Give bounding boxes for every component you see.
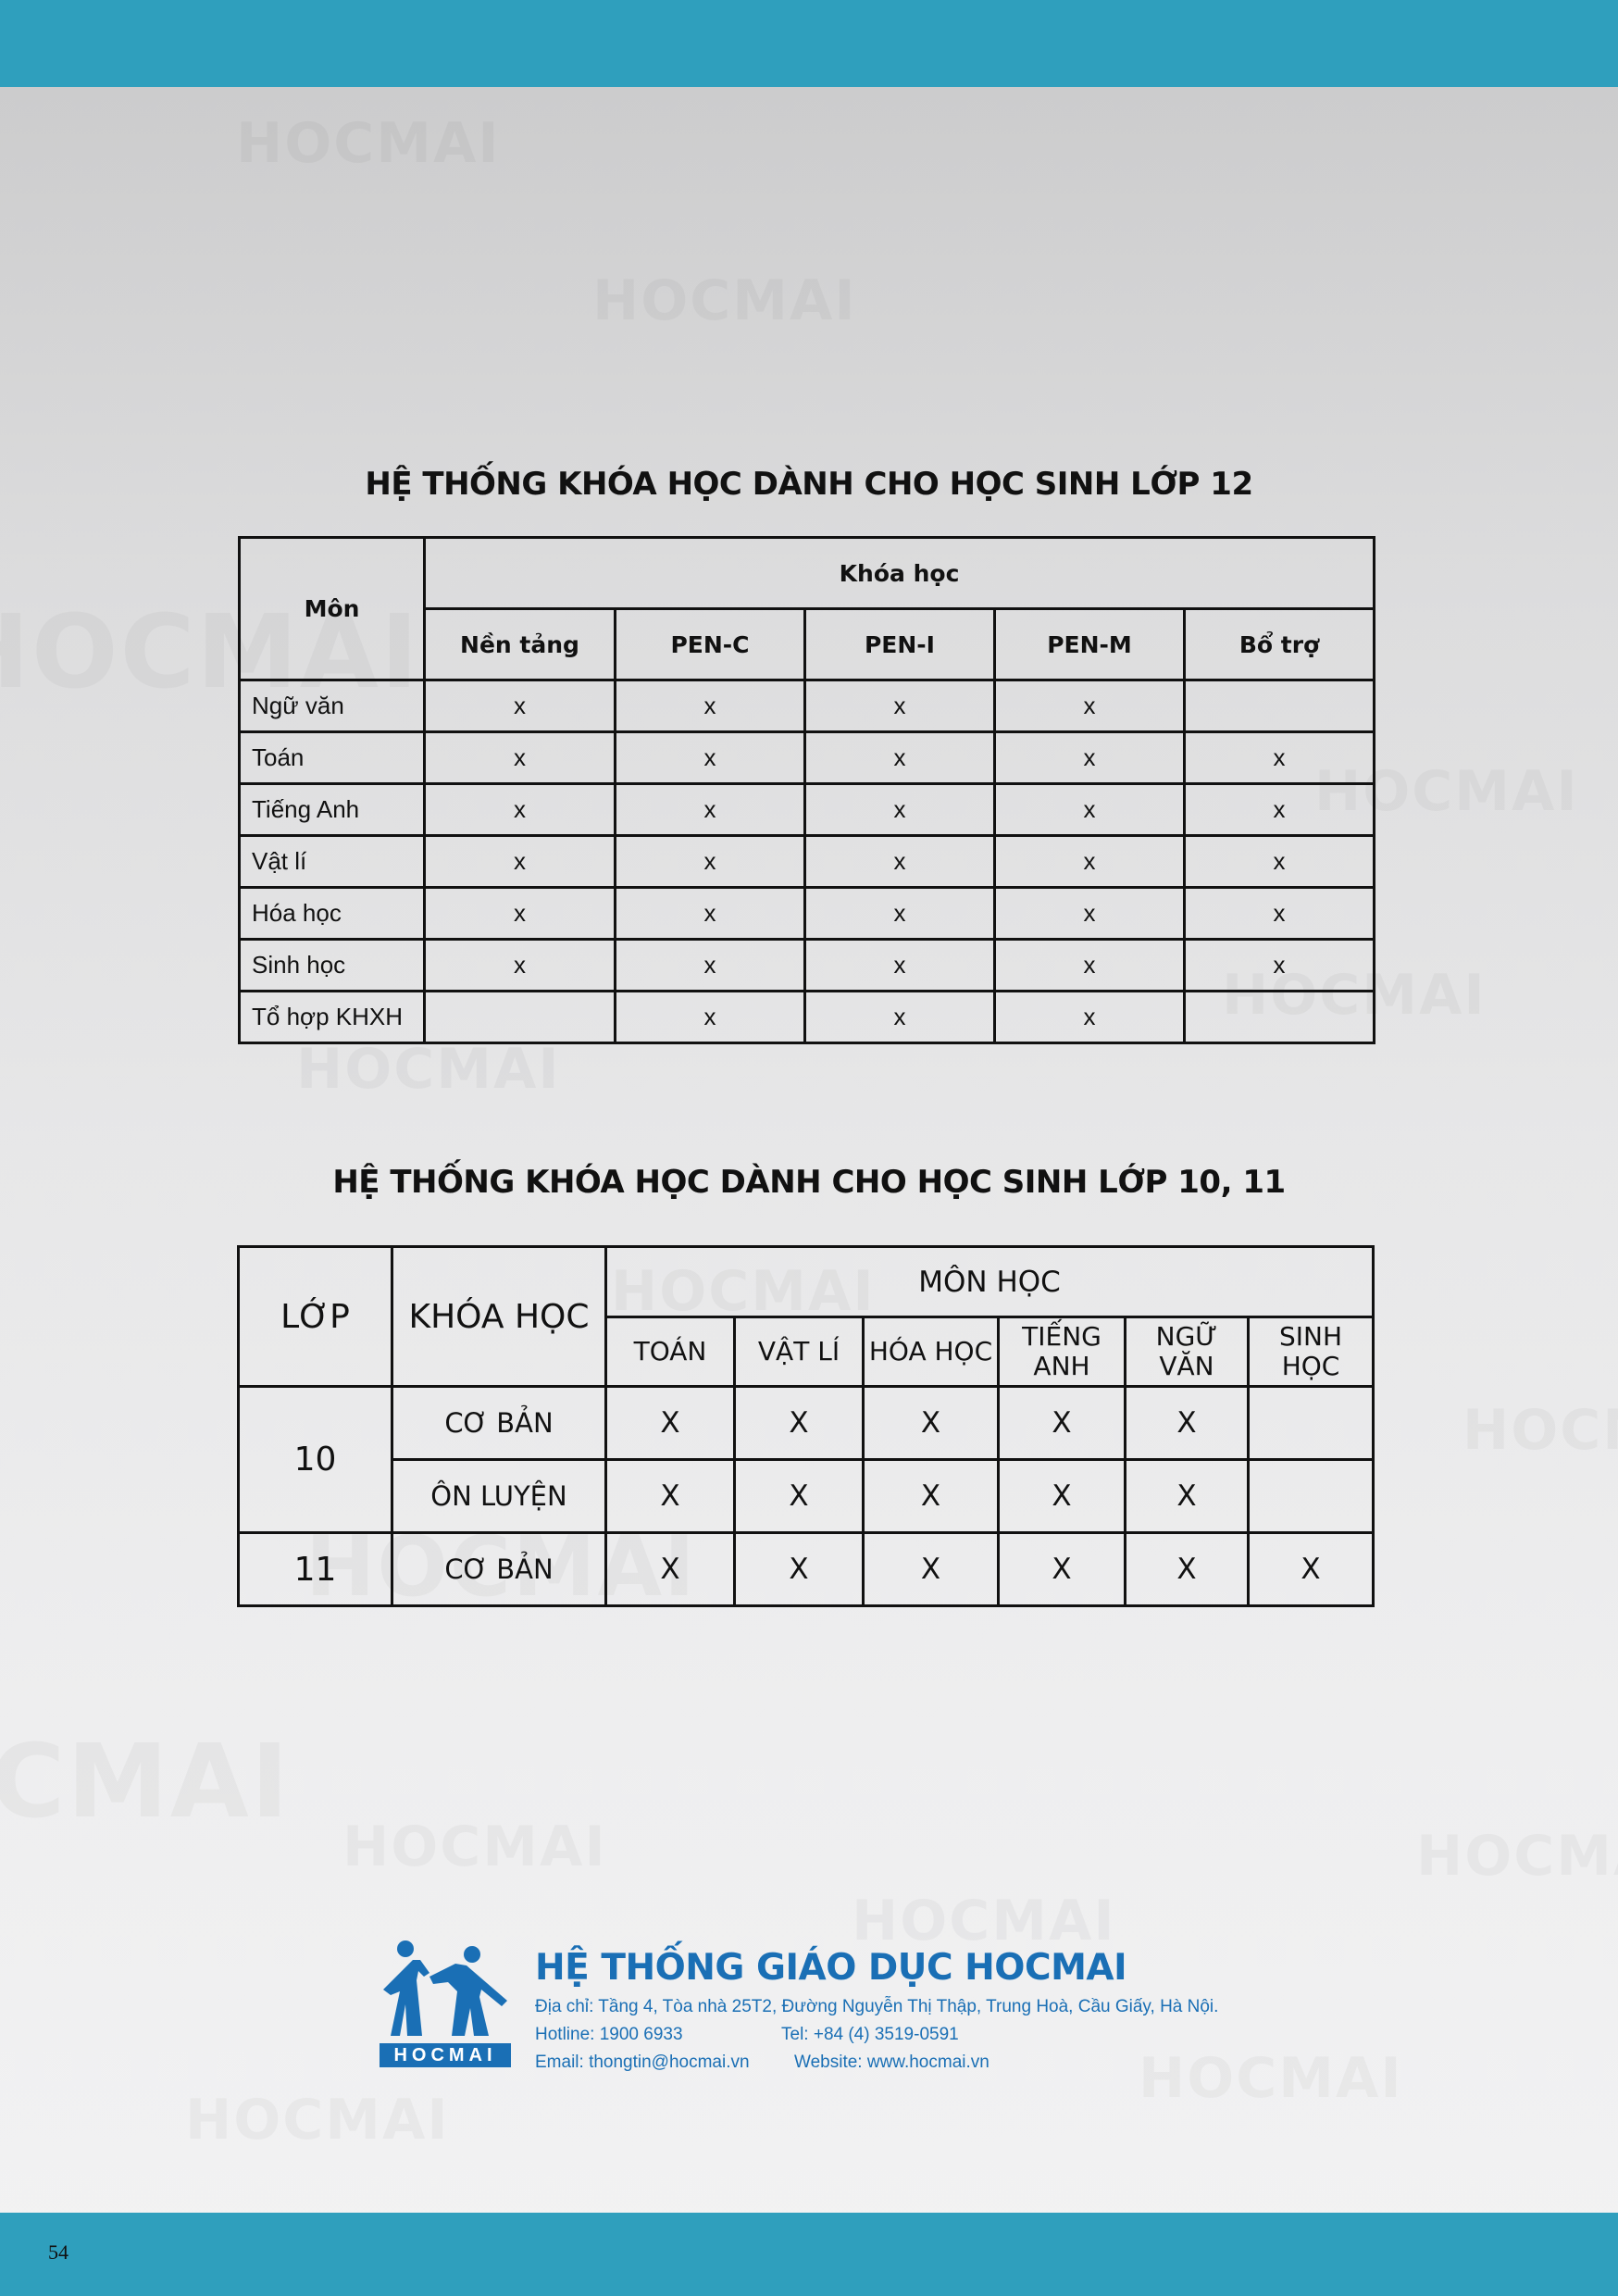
mark-cell: X xyxy=(1126,1460,1249,1533)
page-number: 54 xyxy=(48,2240,68,2264)
column-header: VẬT LÍ xyxy=(735,1317,864,1387)
table-row xyxy=(240,992,1375,1043)
mark-cell: X xyxy=(999,1387,1126,1460)
logo-figures-icon xyxy=(380,1940,513,2043)
mark-cell: X xyxy=(735,1387,864,1460)
column-header: PEN-M xyxy=(995,609,1185,680)
mark-cell: x xyxy=(425,940,616,992)
mark-cell: x xyxy=(995,940,1185,992)
mark-cell: x xyxy=(805,784,995,836)
subject-cell: Ngữ văn xyxy=(240,680,425,732)
watermark xyxy=(0,1722,291,1841)
table-row xyxy=(240,732,1375,784)
column-header: TOÁN xyxy=(606,1317,735,1387)
subject-header: Môn xyxy=(240,538,425,680)
grade12-course-table xyxy=(238,536,1375,1044)
mark-cell: x xyxy=(1185,940,1375,992)
table1011-title: HỆ THỐNG KHÓA HỌC DÀNH CHO HỌC SINH LỚP 10, 11 xyxy=(332,1164,1286,1201)
mark-cell: x xyxy=(805,836,995,888)
column-header: TIẾNG ANH xyxy=(999,1317,1126,1387)
subject-cell: Sinh học xyxy=(240,940,425,992)
column-header: HÓA HỌC xyxy=(864,1317,999,1387)
table-row xyxy=(240,888,1375,940)
mark-cell: X xyxy=(735,1460,864,1533)
mark-cell: x xyxy=(995,888,1185,940)
mark-cell: x xyxy=(805,888,995,940)
mark-cell: x xyxy=(1185,836,1375,888)
course-header: KHÓA HỌC xyxy=(392,1247,606,1387)
table-row xyxy=(239,1533,1374,1606)
subject-cell: Tổ hợp KHXH xyxy=(240,992,425,1043)
table-row xyxy=(239,1460,1374,1533)
mark-cell: x xyxy=(616,732,805,784)
mark-cell: x xyxy=(1185,732,1375,784)
bottom-band xyxy=(0,2213,1618,2296)
table-row xyxy=(240,680,1375,732)
mark-cell: X xyxy=(1126,1387,1249,1460)
mark-cell: x xyxy=(616,940,805,992)
mark-cell: X xyxy=(864,1460,999,1533)
mark-cell: X xyxy=(735,1533,864,1606)
org-name: HỆ THỐNG GIÁO DỤC HOCMAI xyxy=(535,1947,1127,1989)
hotline: Hotline: 1900 6933 xyxy=(535,2025,683,2044)
mark-cell: X xyxy=(1126,1533,1249,1606)
grade-cell: 10 xyxy=(239,1387,392,1533)
mark-cell: x xyxy=(995,784,1185,836)
mark-cell xyxy=(1249,1460,1374,1533)
column-header: Bổ trợ xyxy=(1185,609,1375,680)
watermark xyxy=(1462,1398,1618,1463)
watermark xyxy=(342,1815,607,1879)
table-row xyxy=(240,940,1375,992)
footer xyxy=(380,1940,1305,2088)
mark-cell: X xyxy=(1249,1533,1374,1606)
subject-cell: Tiếng Anh xyxy=(240,784,425,836)
table-row xyxy=(240,836,1375,888)
mark-cell: x xyxy=(616,784,805,836)
mark-cell xyxy=(425,992,616,1043)
column-header: PEN-C xyxy=(616,609,805,680)
website[interactable]: Website: www.hocmai.vn xyxy=(794,2053,989,2072)
watermark xyxy=(236,111,501,176)
column-header: Nền tảng xyxy=(425,609,616,680)
mark-cell: x xyxy=(995,732,1185,784)
mark-cell xyxy=(1249,1387,1374,1460)
mark-cell: X xyxy=(864,1533,999,1606)
watermark xyxy=(185,2088,450,2152)
telephone: Tel: +84 (4) 3519-0591 xyxy=(781,2025,959,2044)
mark-cell: x xyxy=(425,732,616,784)
mark-cell: x xyxy=(425,680,616,732)
mark-cell: X xyxy=(606,1533,735,1606)
mark-cell xyxy=(1185,680,1375,732)
mark-cell: x xyxy=(805,680,995,732)
mark-cell: x xyxy=(805,992,995,1043)
grade10-11-course-table xyxy=(237,1245,1375,1607)
table-row xyxy=(239,1387,1374,1460)
watermark xyxy=(592,268,857,333)
mark-cell: x xyxy=(1185,888,1375,940)
subject-cell: Vật lí xyxy=(240,836,425,888)
course-cell: CƠ BẢN xyxy=(392,1533,606,1606)
mark-cell: x xyxy=(805,940,995,992)
column-header: NGỮ VĂN xyxy=(1126,1317,1249,1387)
mark-cell: X xyxy=(999,1460,1126,1533)
table-row xyxy=(240,784,1375,836)
subject-cell: Toán xyxy=(240,732,425,784)
course-cell: CƠ BẢN xyxy=(392,1387,606,1460)
mark-cell: x xyxy=(425,888,616,940)
subjects-header: MÔN HỌC xyxy=(606,1247,1374,1317)
top-band xyxy=(0,0,1618,87)
mark-cell: x xyxy=(616,836,805,888)
mark-cell: x xyxy=(616,888,805,940)
column-header: PEN-I xyxy=(805,609,995,680)
subject-cell: Hóa học xyxy=(240,888,425,940)
mark-cell: x xyxy=(616,680,805,732)
grade-header: LỚP xyxy=(239,1247,392,1387)
mark-cell: x xyxy=(425,836,616,888)
table12-title: HỆ THỐNG KHÓA HỌC DÀNH CHO HỌC SINH LỚP 12 xyxy=(365,466,1253,503)
address: Địa chỉ: Tầng 4, Tòa nhà 25T2, Đường Nguyễn Thị Thập, Trung Hoà, Cầu Giấy, Hà Nội. xyxy=(535,1997,1219,2016)
mark-cell: X xyxy=(606,1387,735,1460)
mark-cell: x xyxy=(995,680,1185,732)
mark-cell: X xyxy=(864,1387,999,1460)
mark-cell: x xyxy=(995,992,1185,1043)
mark-cell: x xyxy=(995,836,1185,888)
hocmai-logo xyxy=(380,1940,513,2073)
mark-cell: x xyxy=(805,732,995,784)
mark-cell: x xyxy=(1185,784,1375,836)
column-header: SINH HỌC xyxy=(1249,1317,1374,1387)
watermark xyxy=(1416,1824,1618,1889)
course-header: Khóa học xyxy=(425,538,1375,609)
mark-cell xyxy=(1185,992,1375,1043)
watermark xyxy=(296,1037,561,1102)
mark-cell: x xyxy=(616,992,805,1043)
mark-cell: X xyxy=(999,1533,1126,1606)
email[interactable]: Email: thongtin@hocmai.vn xyxy=(535,2053,750,2072)
grade-cell: 11 xyxy=(239,1533,392,1606)
mark-cell: X xyxy=(606,1460,735,1533)
logo-text: HOCMAI xyxy=(380,2043,511,2067)
mark-cell: x xyxy=(425,784,616,836)
course-cell: ÔN LUYỆN xyxy=(392,1460,606,1533)
